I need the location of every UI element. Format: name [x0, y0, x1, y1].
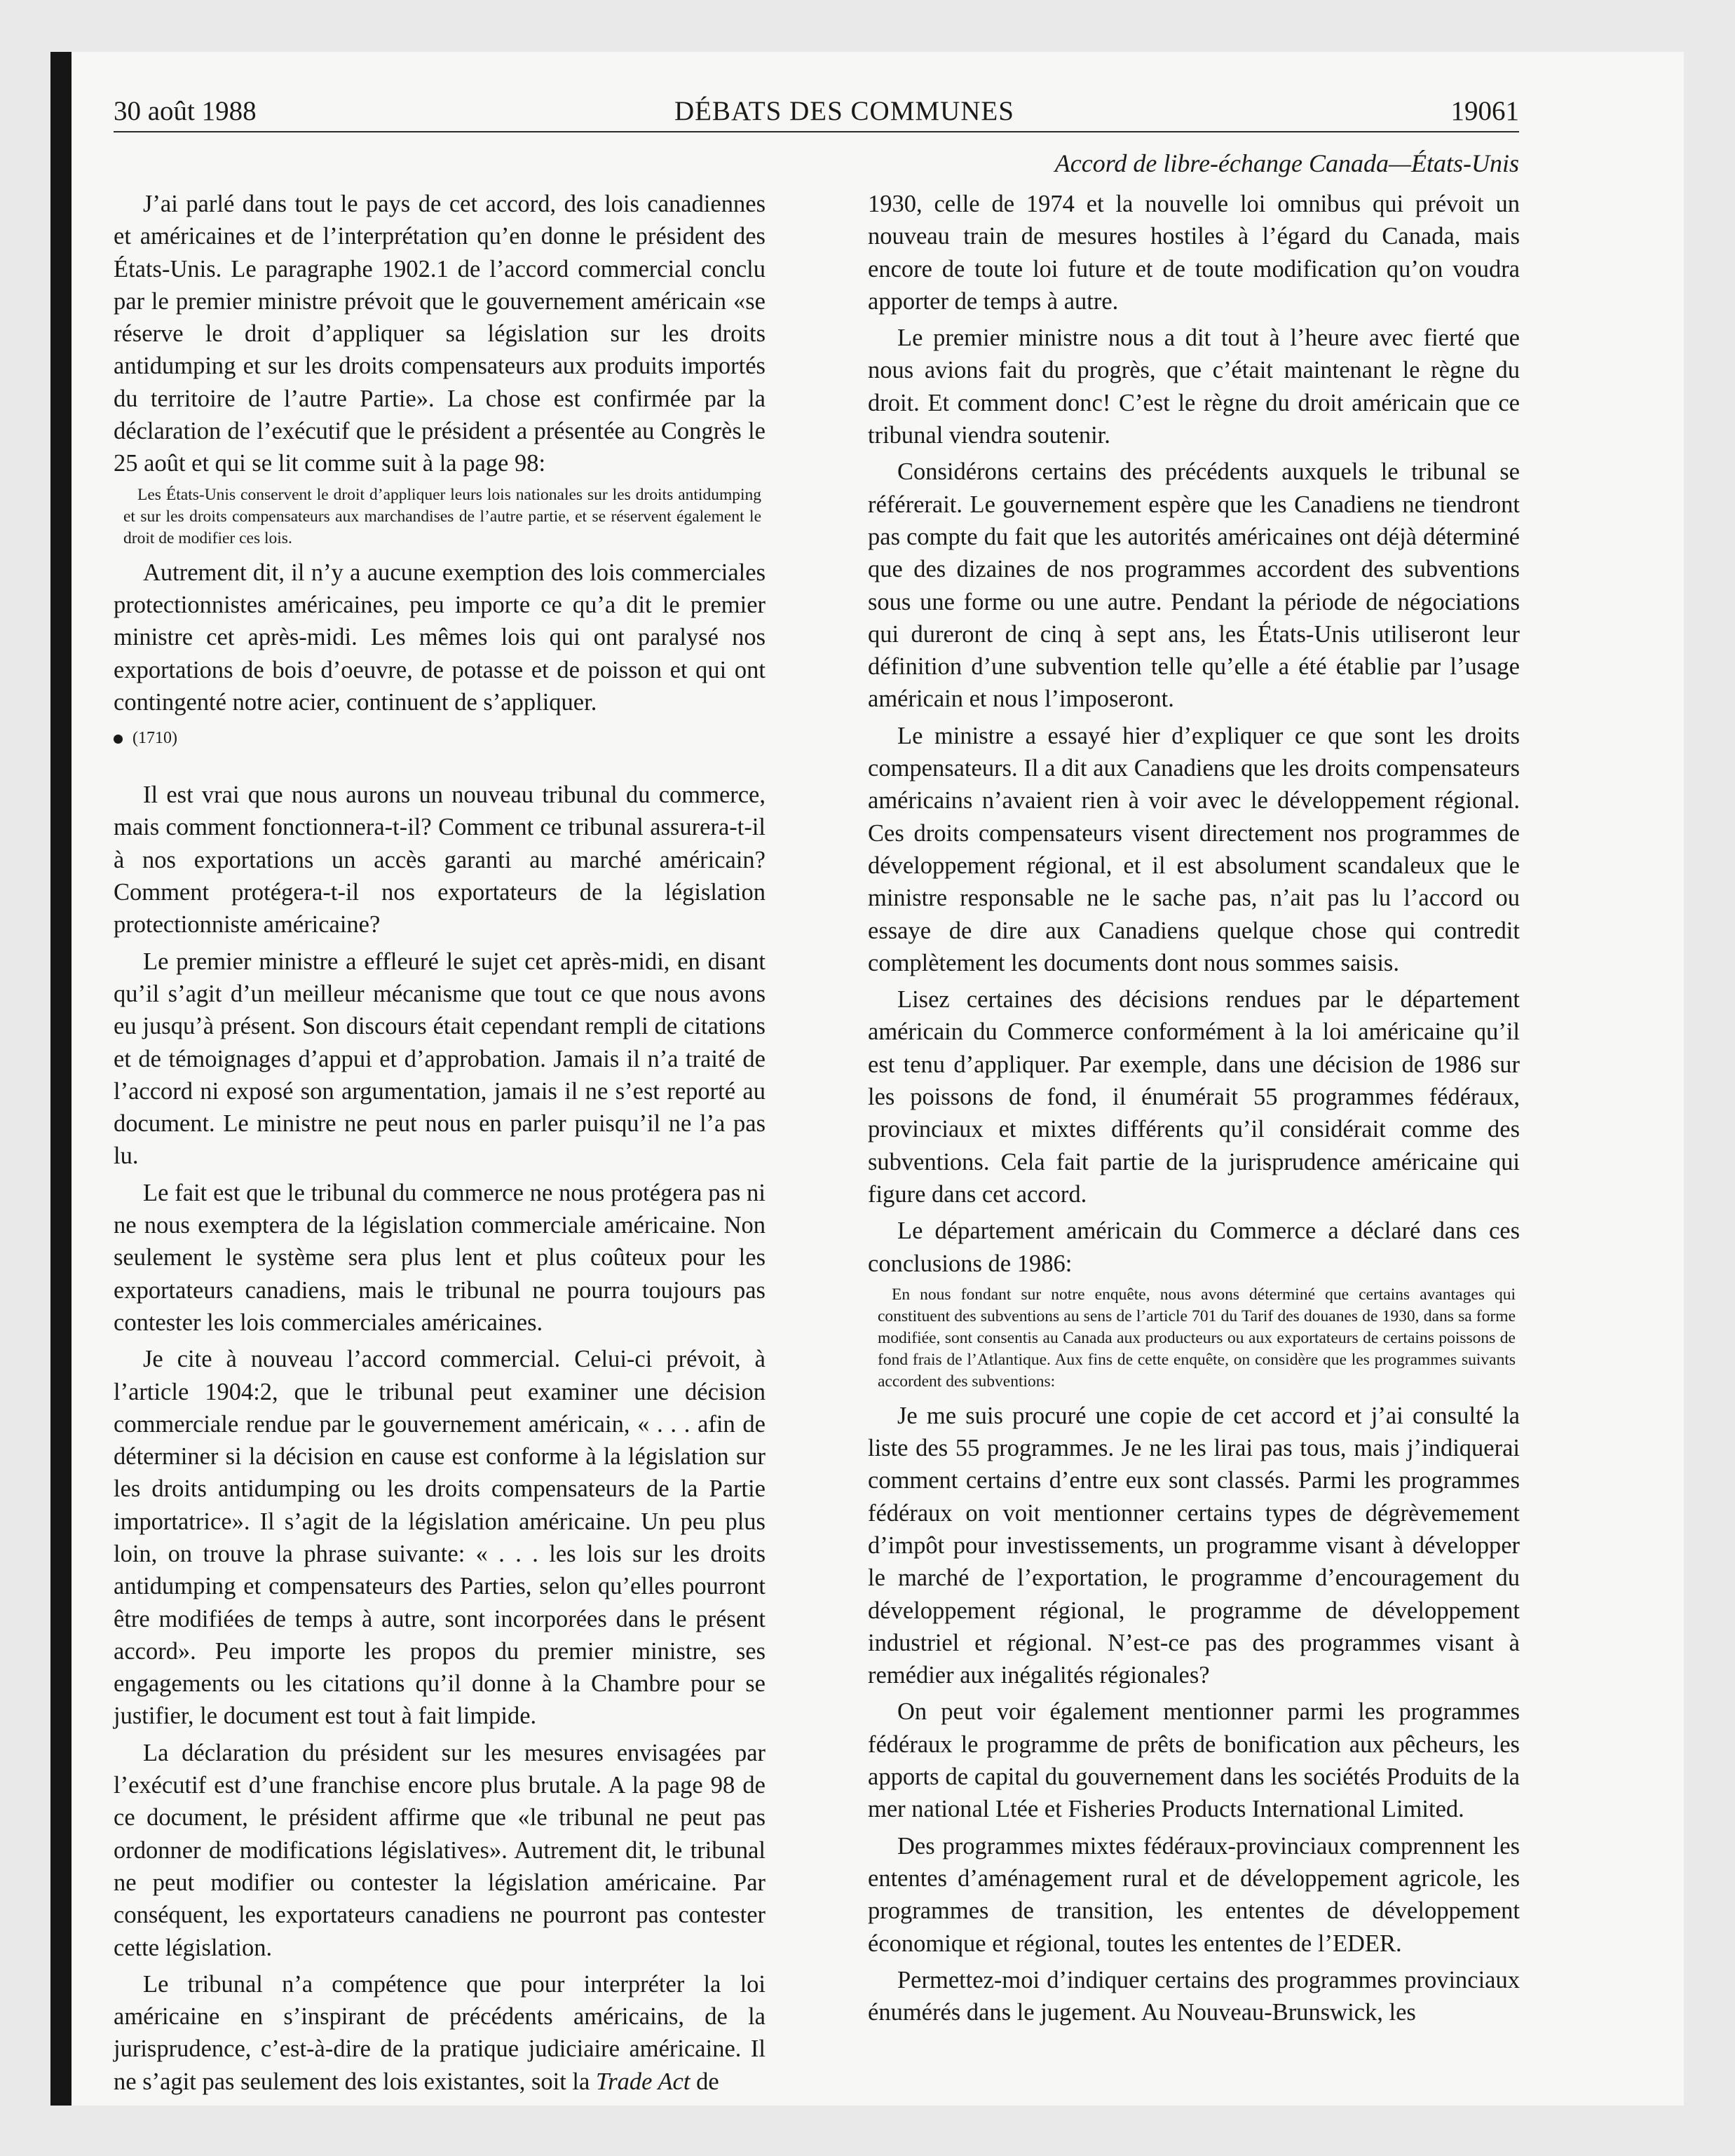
paragraph-text: de	[690, 2068, 719, 2095]
paragraph: 1930, celle de 1974 et la nouvelle loi omnibus qui prévoit un nouveau train de mesures hostiles à l’égard du Canada, mais encore de toute loi future et de toute modification qu’on voudra apporter de temps à autre.	[868, 191, 1520, 315]
paragraph-text: Le tribunal n’a compétence que pour interpréter la loi américaine en s’inspirant de précédents américains, de la jurisprudence, c’est-à-dire de la pratique judiciaire américaine. Il ne s’agit pas seulement des lois existantes, soit la	[114, 1970, 766, 2095]
block-quote: En nous fondant sur notre enquête, nous avons déterminé que certains avantages qui constituent des subventions au sens de l’article 701 du Tarif des douanes de 1930, dans sa forme modifiée, sont consentis au Canada aux producteurs ou aux exportateurs de certains poissons de fond frais de l’Atlantique. Aux fins de cette enquête, on considère que les programmes suivants accordent des subventions:	[878, 1285, 1516, 1391]
page-header	[114, 95, 1519, 132]
act-title: Trade Act	[595, 2068, 690, 2095]
header-rule	[114, 131, 1519, 132]
paragraph: Lisez certaines des décisions rendues par le département américain du Commerce conformément à la loi américaine qu’il est tenu d’appliquer. Par exemple, dans une décision de 1986 sur les poissons de fond, il énumérait 55 programmes fédéraux, provinciaux et mixtes différents qu’il considérait comme des subventions. Cela fait partie de la jurisprudence américaine qui figure dans cet accord.	[868, 986, 1520, 1208]
running-subject: Accord de libre-échange Canada—États-Unis	[1054, 149, 1519, 177]
paragraph: Je me suis procuré une copie de cet accord et j’ai consulté la liste des 55 programmes. Je ne les lirai pas tous, mais j’indiquerai comment certains d’entre eux sont classés. Parmi les programmes fédéraux on voit mentionner certains types de dégrèvemement d’impôt pour investissements, un programme visant à développer le marché de l’exportation, le programme d’encouragement du développement régional, le programme de développement industriel et régional. N’est-ce pas des programmes visant à remédier aux inégalités régionales?	[868, 1402, 1520, 1689]
paragraph: Le premier ministre nous a dit tout à l’heure avec fierté que nous avions fait du progrès, que c’était maintenant le règne du droit. Et comment donc! C’est le règne du droit américain que ce tribunal viendra soutenir.	[868, 325, 1520, 449]
paragraph: Considérons certains des précédents auxquels le tribunal se référerait. Le gouvernement espère que les Canadiens ne tiendront pas compte du fait que les autorités américaines ont déjà déterminé que des dizaines de nos programmes accordent des subventions sous une forme ou une autre. Pendant la période de négociations qui dureront de cinq à sept ans, les États-Unis utiliseront leur définition d’une subvention telle qu’elle a été établie par l’usage américain et nous l’imposeront.	[868, 458, 1520, 713]
paragraph: Le département américain du Commerce a déclaré dans ces conclusions de 1986:	[868, 1217, 1520, 1277]
paragraph: Il est vrai que nous aurons un nouveau tribunal du commerce, mais comment fonctionnera-t-il? Comment ce tribunal assurera-t-il à nos exportations un accès garanti au marché américain? Comment protégera-t-il nos exportateurs de la législation protectionniste américaine?	[114, 782, 766, 939]
time-marker-text: (1710)	[132, 729, 177, 748]
paragraph: Autrement dit, il n’y a aucune exemption des lois commerciales protectionnistes américaines, peu importe ce qu’a dit le premier ministre cet après-midi. Les mêmes lois qui ont paralysé nos exportations de bois d’oeuvre, de potasse et de poisson et qui ont contingenté notre acier, continuent de s’appliquer.	[114, 559, 766, 716]
paragraph: Je cite à nouveau l’accord commercial. Celui-ci prévoit, à l’article 1904:2, que le tribunal peut examiner une décision commerciale rendue par le gouvernement américain, « . . . afin de déterminer si la décision en cause est conforme à la législation sur les droits antidumping ou les droits compensateurs de la Partie importatrice». Il s’agit de la législation américaine. Un peu plus loin, on trouve la phrase suivante: « . . . les lois sur les droits antidumping et compensateurs des Parties, selon qu’elles pourront être modifiées de temps à autre, sont incorporées dans le présent accord». Peu importe les propos du premier ministre, ses engagements ou les citations qu’il donne à la Chambre pour se justifier, le document est tout à fait limpide.	[114, 1346, 766, 1730]
paragraph: Le ministre a essayé hier d’expliquer ce que sont les droits compensateurs. Il a dit aux Canadiens que les droits compensateurs américains n’avaient rien à voir avec le développement régional. Ces droits compensateurs visent directement nos programmes de développement régional, et il est absolument scandaleux que le ministre responsable ne le sache pas, n’ait pas lu l’accord ou essaye de dire aux Canadiens quelque chose qui contredit complètement les documents dont nous sommes saisis.	[868, 722, 1520, 976]
block-quote: Les États-Unis conservent le droit d’appliquer leurs lois nationales sur les droits antidumping et sur les droits compensateurs aux marchandises de l’autre partie, et se réservent également le droit de modifier ces lois.	[123, 485, 761, 547]
time-marker	[114, 724, 766, 752]
header-page-number: 19061	[1450, 96, 1519, 126]
paragraph: La déclaration du président sur les mesures envisagées par l’exécutif est d’une franchise encore plus brutale. A la page 98 de ce document, le président affirme que «le tribunal ne peut pas ordonner de modifications législatives». Autrement dit, le tribunal ne peut modifier ou contester la législation américaine. Par conséquent, les exportateurs canadiens ne pourront pas contester cette législation.	[114, 1739, 766, 1961]
binding-edge	[50, 52, 72, 2106]
paragraph: On peut voir également mentionner parmi les programmes fédéraux le programme de prêts de bonification aux pêcheurs, les apports de capital du gouvernement dans les sociétés Produits de la mer national Ltée et Fisheries Products International Limited.	[868, 1698, 1520, 1823]
right-column	[868, 188, 1520, 2033]
header-title: DÉBATS DES COMMUNES	[674, 96, 1014, 126]
paragraph	[114, 1968, 766, 2098]
header-date: 30 août 1988	[114, 96, 257, 126]
paragraph: J’ai parlé dans tout le pays de cet accord, des lois canadiennes et américaines et de l’interprétation qu’en donne le président des États-Unis. Le paragraphe 1902.1 de l’accord commercial conclu par le premier ministre prévoit que le gouvernement américain «se réserve le droit d’appliquer sa législation sur les droits antidumping et sur les droits compensateurs aux produits importés du territoire de l’autre Partie». La chose est confirmée par la déclaration de l’exécutif que le président a présentée au Congrès le 25 août et qui se lit comme suit à la page 98:	[114, 191, 766, 477]
paragraph: Le fait est que le tribunal du commerce ne nous protégera pas ni ne nous exemptera de la législation commerciale américaine. Non seulement le système sera plus lent et plus coûteux pour les exportateurs canadiens, mais le tribunal ne pourra toujours pas contester les lois commerciales américaines.	[114, 1179, 766, 1336]
paragraph: Le premier ministre a effleuré le sujet cet après-midi, en disant qu’il s’agit d’un meilleur mécanisme que tout ce que nous avons eu jusqu’à présent. Son discours était cependant rempli de citations et de témoignages d’appui et d’approbation. Jamais il n’a traité de l’accord ni exposé son argumentation, jamais il ne s’est reporté au document. Le ministre ne peut nous en parler puisqu’il ne l’a pas lu.	[114, 948, 766, 1170]
paragraph: Permettez-moi d’indiquer certains des programmes provinciaux énumérés dans le jugement. Au Nouveau-Brunswick, les	[868, 1966, 1520, 2026]
left-column	[114, 188, 766, 2102]
bullet-icon	[114, 735, 123, 744]
paragraph: Des programmes mixtes fédéraux-provinciaux comprennent les ententes d’aménagement rural et de développement agricole, les programmes de transition, les ententes de développement économique et régional, toutes les ententes de l’EDER.	[868, 1832, 1520, 1957]
